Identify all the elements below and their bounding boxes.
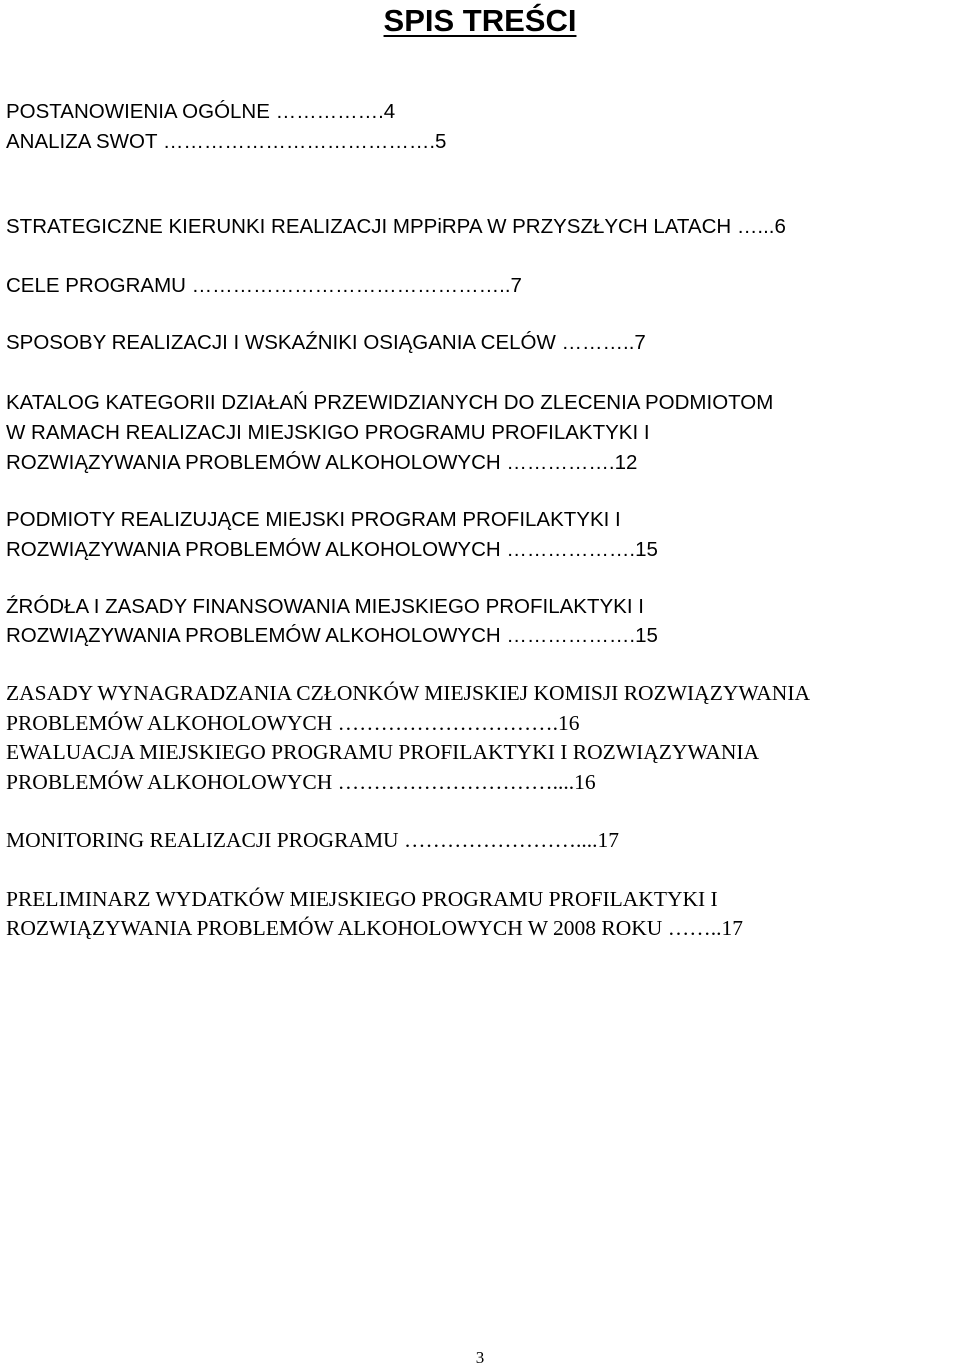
toc-entry-ewaluacja-line-1: EWALUACJA MIEJSKIEGO PROGRAMU PROFILAKTYKI I ROZWIĄZYWANIA [6,740,760,764]
toc-entry-podmioty-line-2: ROZWIĄZYWANIA PROBLEMÓW ALKOHOLOWYCH ……………….15 [6,538,658,561]
toc-entry-cele-programu: CELE PROGRAMU ………………………………………..7 [6,274,522,297]
toc-entry-podmioty-line-1: PODMIOTY REALIZUJĄCE MIEJSKI PROGRAM PROFILAKTYKI I [6,508,621,531]
toc-entry-sposoby-realizacji: SPOSOBY REALIZACJI I WSKAŹNIKI OSIĄGANIA CELÓW ………..7 [6,331,646,354]
toc-entry-katalog-kategorii-line-2: W RAMACH REALIZACJI MIEJSKIGO PROGRAMU PROFILAKTYKI I [6,421,650,444]
toc-entry-zrodla-finansowania-line-1: ŹRÓDŁA I ZASADY FINANSOWANIA MIEJSKIEGO PROFILAKTYKI I [6,595,644,618]
toc-entry-analiza-swot: ANALIZA SWOT ………………………………….5 [6,130,447,153]
page-title [0,2,960,40]
toc-entry-strategiczne-kierunki: STRATEGICZNE KIERUNKI REALIZACJI MPPiRPA W PRZYSZŁYCH LATACH …...6 [6,215,786,238]
toc-entry-preliminarz-line-2: ROZWIĄZYWANIA PROBLEMÓW ALKOHOLOWYCH W 2008 ROKU ……..17 [6,916,743,940]
toc-entry-preliminarz-line-1: PRELIMINARZ WYDATKÓW MIEJSKIEGO PROGRAMU PROFILAKTYKI I [6,887,718,911]
toc-entry-zasady-wynagradzania-line-2: PROBLEMÓW ALKOHOLOWYCH ………………………….16 [6,711,580,735]
toc-entry-katalog-kategorii-line-1: KATALOG KATEGORII DZIAŁAŃ PRZEWIDZIANYCH DO ZLECENIA PODMIOTOM [6,391,774,414]
toc-entry-postanowienia-ogolne: POSTANOWIENIA OGÓLNE …………….4 [6,100,396,123]
toc-entry-zrodla-finansowania-line-2: ROZWIĄZYWANIA PROBLEMÓW ALKOHOLOWYCH ……………….15 [6,624,658,647]
toc-entry-katalog-kategorii-line-3: ROZWIĄZYWANIA PROBLEMÓW ALKOHOLOWYCH …………….12 [6,451,638,474]
page-number: 3 [475,1348,485,1367]
page-title-text: SPIS TREŚCI [383,3,577,38]
toc-entry-zasady-wynagradzania-line-1: ZASADY WYNAGRADZANIA CZŁONKÓW MIEJSKIEJ KOMISJI ROZWIĄZYWANIA [6,681,811,705]
toc-entry-monitoring: MONITORING REALIZACJI PROGRAMU ……………………....17 [6,828,619,852]
toc-entry-ewaluacja-line-2: PROBLEMÓW ALKOHOLOWYCH …………………………....16 [6,770,596,794]
